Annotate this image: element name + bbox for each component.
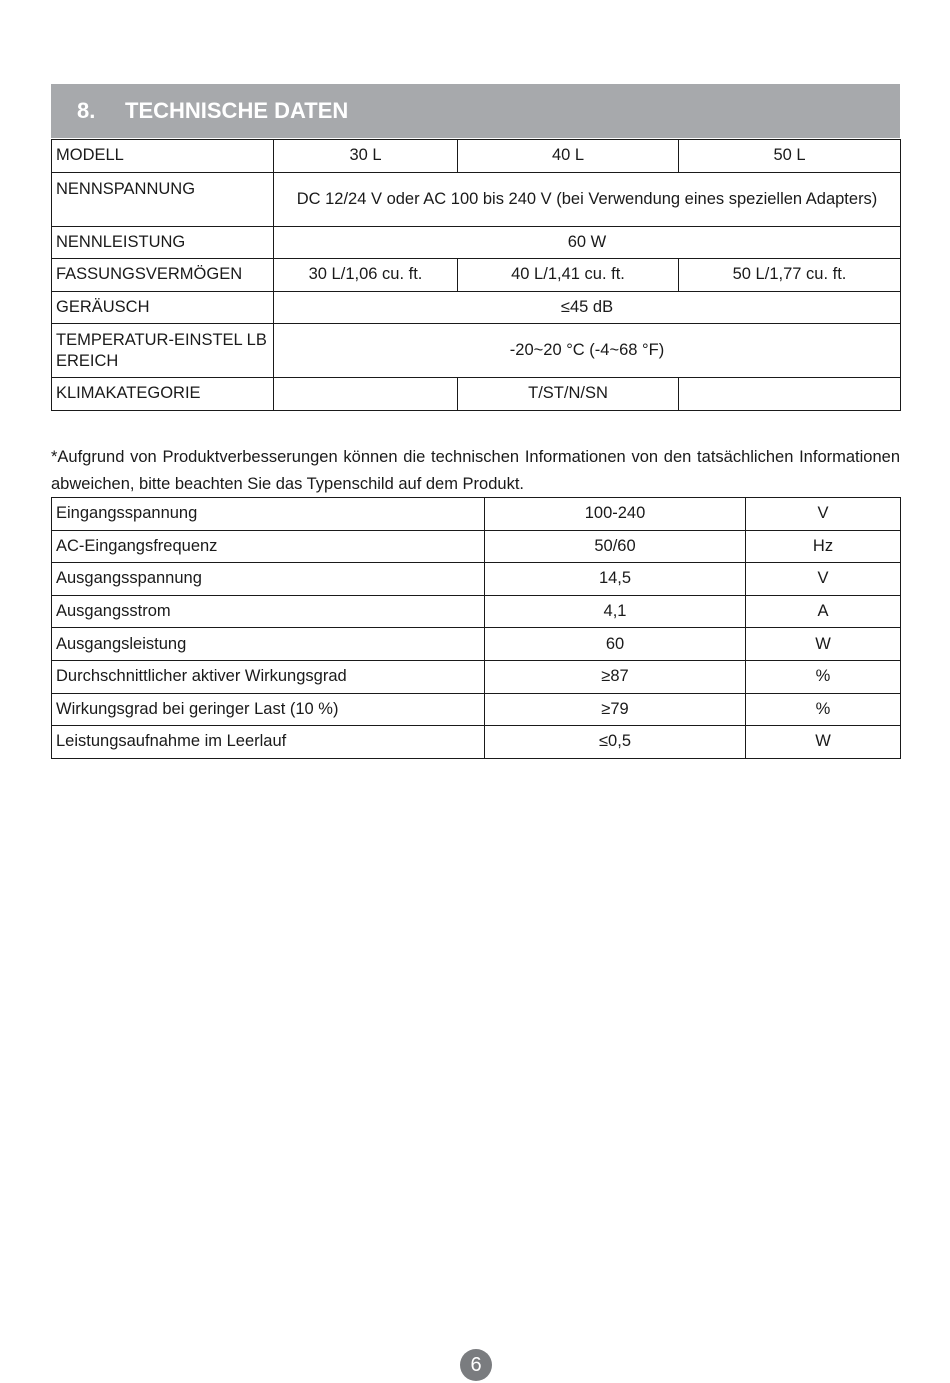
table-row xyxy=(52,291,901,324)
specs-table xyxy=(51,139,901,411)
disclaimer-note: *Aufgrund von Produktverbesserungen können die technischen Informationen von den tatsächlichen Informationen abweichen, bitte beachten Sie das Typenschild auf dem Produkt. xyxy=(51,448,900,493)
value-klimakategorie-40l: T/ST/N/SN xyxy=(458,378,679,411)
power-label: Ausgangsleistung xyxy=(52,628,485,661)
header-cell-30l: 30 L xyxy=(274,140,458,173)
power-unit: W xyxy=(746,726,901,759)
row-label-temperatur: TEMPERATUR-EINSTEL LBEREICH xyxy=(52,324,274,378)
table-row xyxy=(52,628,901,661)
value-nennleistung: 60 W xyxy=(274,226,901,259)
power-unit: V xyxy=(746,498,901,531)
power-value: ≤0,5 xyxy=(485,726,746,759)
section-number: 8. xyxy=(77,98,96,123)
table-row xyxy=(52,660,901,693)
table-row xyxy=(52,378,901,411)
row-label-geraeusch: GERÄUSCH xyxy=(52,291,274,324)
table-row xyxy=(52,693,901,726)
table-row xyxy=(52,563,901,596)
table-row xyxy=(52,259,901,292)
section-header xyxy=(51,84,900,138)
table-row xyxy=(52,595,901,628)
row-label-nennleistung: NENNLEISTUNG xyxy=(52,226,274,259)
power-supply-table xyxy=(51,497,901,759)
value-klimakategorie-30l xyxy=(274,378,458,411)
power-value: ≥87 xyxy=(485,660,746,693)
table-row xyxy=(52,726,901,759)
power-unit: V xyxy=(746,563,901,596)
power-value: 60 xyxy=(485,628,746,661)
value-fassungsvermoegen-50l: 50 L/1,77 cu. ft. xyxy=(679,259,901,292)
power-label: Durchschnittlicher aktiver Wirkungsgrad xyxy=(52,660,485,693)
table-row xyxy=(52,324,901,378)
table-row xyxy=(52,498,901,531)
power-unit: W xyxy=(746,628,901,661)
row-label-klimakategorie: KLIMAKATEGORIE xyxy=(52,378,274,411)
value-fassungsvermoegen-30l: 30 L/1,06 cu. ft. xyxy=(274,259,458,292)
power-unit: Hz xyxy=(746,530,901,563)
power-label: Leistungsaufnahme im Leerlauf xyxy=(52,726,485,759)
row-label-nennspannung: NENNSPANNUNG xyxy=(52,172,274,226)
value-temperatur: -20~20 °C (-4~68 °F) xyxy=(274,324,901,378)
power-label: Ausgangsstrom xyxy=(52,595,485,628)
page-number-badge: 6 xyxy=(460,1349,492,1381)
power-value: 100-240 xyxy=(485,498,746,531)
power-value: 4,1 xyxy=(485,595,746,628)
value-geraeusch: ≤45 dB xyxy=(274,291,901,324)
header-cell-modell: MODELL xyxy=(52,140,274,173)
power-unit: A xyxy=(746,595,901,628)
table-row xyxy=(52,140,901,173)
power-value: ≥79 xyxy=(485,693,746,726)
power-label: AC-Eingangsfrequenz xyxy=(52,530,485,563)
power-label: Wirkungsgrad bei geringer Last (10 %) xyxy=(52,693,485,726)
table-row xyxy=(52,226,901,259)
power-unit: % xyxy=(746,693,901,726)
power-value: 14,5 xyxy=(485,563,746,596)
table-row xyxy=(52,530,901,563)
value-fassungsvermoegen-40l: 40 L/1,41 cu. ft. xyxy=(458,259,679,292)
power-value: 50/60 xyxy=(485,530,746,563)
header-cell-40l: 40 L xyxy=(458,140,679,173)
power-label: Eingangsspannung xyxy=(52,498,485,531)
section-title: TECHNISCHE DATEN xyxy=(125,98,349,123)
power-unit: % xyxy=(746,660,901,693)
table-row xyxy=(52,172,901,226)
value-klimakategorie-50l xyxy=(679,378,901,411)
header-cell-50l: 50 L xyxy=(679,140,901,173)
row-label-fassungsvermoegen: FASSUNGSVERMÖGEN xyxy=(52,259,274,292)
power-label: Ausgangsspannung xyxy=(52,563,485,596)
value-nennspannung: DC 12/24 V oder AC 100 bis 240 V (bei Verwendung eines speziellen Adapters) xyxy=(274,172,901,226)
